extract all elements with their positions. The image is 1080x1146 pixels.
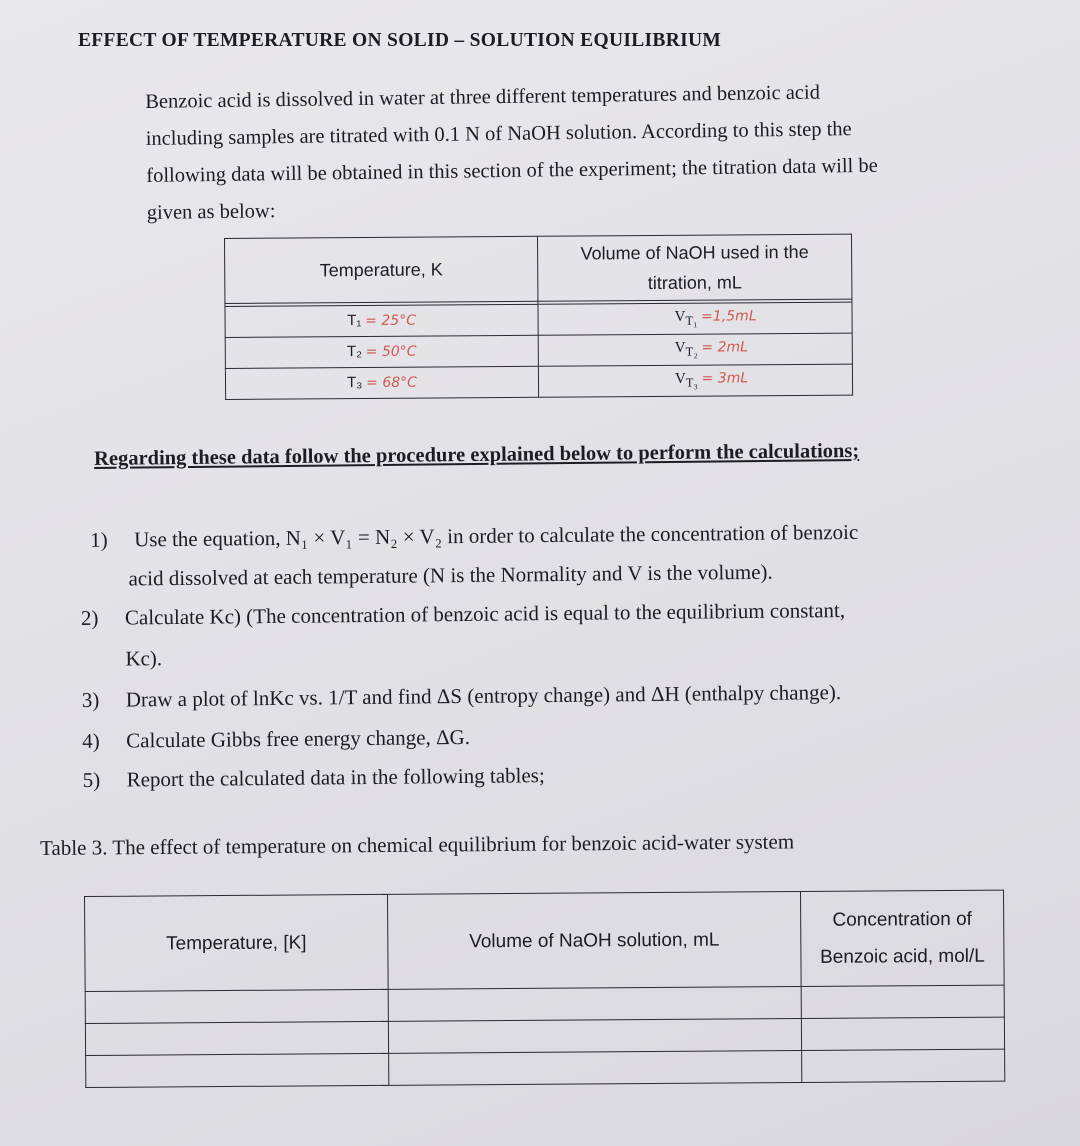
table-row <box>225 302 852 337</box>
header-concentration: Concentration of Benzoic acid, mol/L <box>800 890 1004 986</box>
intro-line: Benzoic acid is dissolved in water at three different temperatures and benzoic acid <box>145 81 821 113</box>
table-row <box>225 364 852 399</box>
temperature-cell: T₃ = 68°C <box>225 366 538 399</box>
list-item: 2) Calculate Kc) (The concentration of benzoic acid is equal to the equilibrium constant, <box>80 597 846 630</box>
titration-data-table <box>224 234 853 400</box>
procedure-heading: Regarding these data follow the procedure explained below to perform the calculations; <box>94 439 860 470</box>
document-title: EFFECT OF TEMPERATURE ON SOLID – SOLUTION EQUILIBRIUM <box>78 30 722 51</box>
table-row <box>225 333 852 368</box>
volume-cell: $V_{T_2} = 2mL$ <box>538 333 852 366</box>
table-caption: Table 3. The effect of temperature on chemical equilibrium for benzoic acid-water system <box>40 829 795 860</box>
list-item: 3) Draw a plot of lnKc vs. 1/T and find ΔS (entropy change) and ΔH (enthalpy change). <box>81 680 842 712</box>
table-row <box>86 1049 1005 1087</box>
intro-line: following data will be obtained in this section of the experiment; the titration data will be <box>146 154 878 187</box>
procedure-steps <box>80 518 1043 793</box>
list-item: 1) Use the equation, N₁ × V₁ = N₂ × V₂ in order to calculate the concentration of benzoic <box>89 519 859 552</box>
header-volume: Volume of NaOH solution, mL <box>387 891 801 989</box>
volume-cell: $V_{T_3} = 3mL$ <box>538 364 852 397</box>
temperature-cell: T₂ = 50°C <box>225 335 538 368</box>
volume-cell: $V_{T_1} =1,5mL$ <box>538 302 852 335</box>
temperature-cell: T₁ = 25°C <box>225 304 538 337</box>
list-item: 4) Calculate Gibbs free energy change, ΔG. <box>82 724 471 753</box>
header-volume: Volume of NaOH used in the titration, mL <box>537 234 851 301</box>
header-temperature: Temperature, K <box>225 236 538 303</box>
list-item-continuation: acid dissolved at each temperature (N is the Normality and V is the volume). <box>128 559 773 591</box>
list-item-continuation: Kc). <box>125 646 163 671</box>
header-temperature: Temperature, [K] <box>85 894 389 991</box>
list-item: 5) Report the calculated data in the following tables; <box>82 763 545 792</box>
intro-line: given as below: <box>146 200 276 224</box>
intro-line: including samples are titrated with 0.1 N of NaOH solution. According to this step the <box>145 118 852 150</box>
intro-paragraph <box>145 72 1007 232</box>
results-table <box>84 890 1005 1088</box>
